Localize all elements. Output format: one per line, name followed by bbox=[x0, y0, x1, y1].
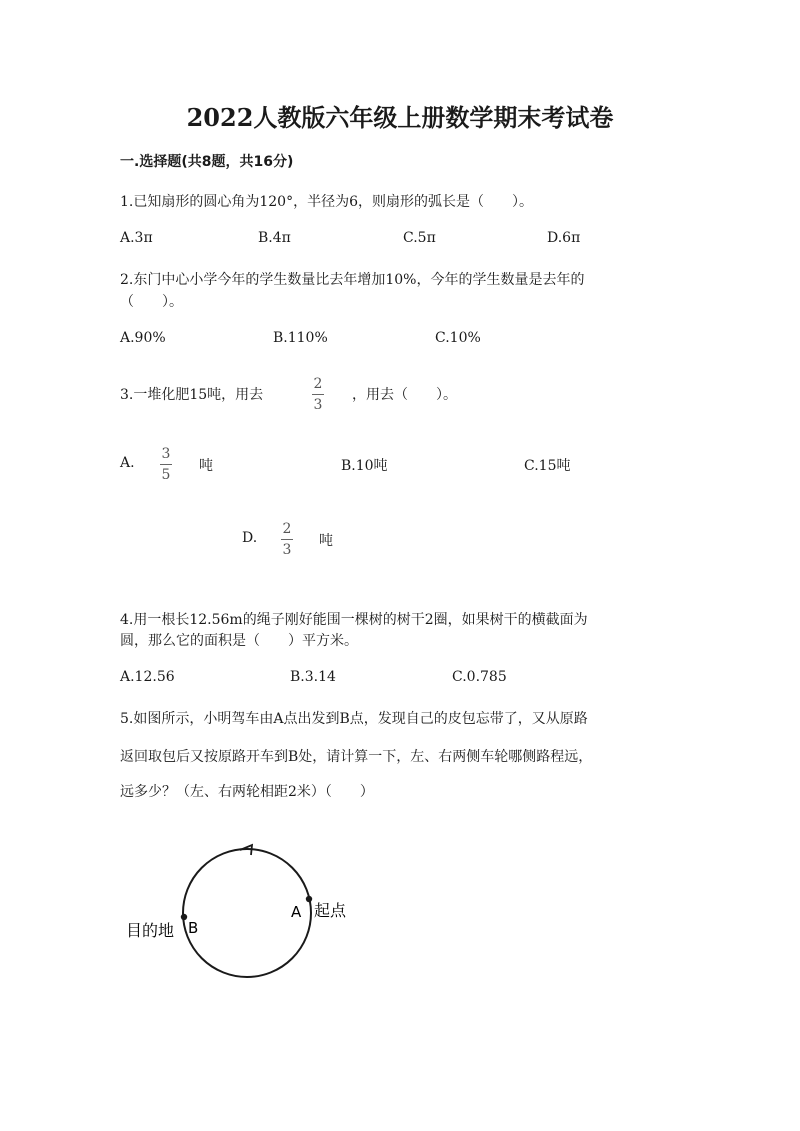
question-3-stem-after: ，用去（ ）。 bbox=[352, 387, 457, 403]
question-5-stem-line-3: 远多少？（左、右两轮相距2米）（ ） bbox=[120, 784, 374, 800]
question-4-stem-line-2: 圆，那么它的面积是（ ）平方米。 bbox=[120, 633, 358, 649]
page-title: 2022人教版六年级上册数学期末考试卷 bbox=[186, 103, 614, 132]
question-3-stem-fraction bbox=[312, 376, 324, 413]
start-label: 起点 bbox=[314, 901, 347, 920]
question-3-option-a-fraction bbox=[160, 446, 172, 483]
destination-label: 目的地 bbox=[126, 921, 175, 940]
fraction-numerator: 2 bbox=[282, 521, 292, 537]
question-2-stem-line-2: （ ）。 bbox=[120, 294, 183, 310]
question-2-option-b: B.110% bbox=[273, 330, 328, 346]
question-3-option-d-suffix: 吨 bbox=[319, 533, 333, 549]
fraction-numerator: 3 bbox=[161, 446, 171, 462]
fraction-denominator: 3 bbox=[282, 542, 292, 558]
question-2-option-c: C.10% bbox=[435, 330, 481, 346]
question-4-stem-line-1: 4.用一根长12.56m的绳子刚好能围一棵树的树干2圈，如果树干的横截面为 bbox=[120, 612, 588, 628]
question-5-figure bbox=[120, 835, 380, 995]
point-a-label: A bbox=[291, 903, 302, 921]
question-1-option-a: A.3π bbox=[120, 230, 153, 246]
point-b-label: B bbox=[188, 919, 199, 937]
question-5-stem-line-2: 返回取包后又按原路开车到B处，请计算一下，左、右两侧车轮哪侧路程远， bbox=[120, 749, 593, 765]
question-1-option-b: B.4π bbox=[258, 230, 291, 246]
question-3-option-b: B.10吨 bbox=[341, 458, 388, 474]
question-2-stem-line-1: 2.东门中心小学今年的学生数量比去年增加10%，今年的学生数量是去年的 bbox=[120, 272, 585, 288]
question-3-option-c: C.15吨 bbox=[524, 458, 571, 474]
question-1-option-d: D.6π bbox=[547, 230, 581, 246]
question-1-stem: 1.已知扇形的圆心角为120°，半径为6，则扇形的弧长是（ ）。 bbox=[120, 194, 533, 210]
question-5-stem-line-1: 5.如图所示，小明驾车由A点出发到B点，发现自己的皮包忘带了，又从原路 bbox=[120, 711, 588, 727]
question-1-option-c: C.5π bbox=[403, 230, 436, 246]
fraction-denominator: 3 bbox=[313, 397, 323, 413]
question-3-option-d-prefix: D. bbox=[242, 530, 258, 546]
question-4-option-c: C.0.785 bbox=[452, 669, 507, 685]
question-4-option-b: B.3.14 bbox=[290, 669, 336, 685]
fraction-bar bbox=[312, 394, 324, 395]
fraction-denominator: 5 bbox=[161, 467, 171, 483]
question-3-stem-before: 3.一堆化肥15吨，用去 bbox=[120, 387, 264, 403]
section-heading: 一.选择题(共8题，共16分) bbox=[120, 154, 294, 170]
question-3-option-a-suffix: 吨 bbox=[199, 458, 213, 474]
question-3-option-d-fraction bbox=[281, 521, 293, 558]
fraction-numerator: 2 bbox=[313, 376, 323, 392]
question-4-option-a: A.12.56 bbox=[120, 669, 175, 685]
point-a-dot bbox=[306, 896, 312, 902]
question-2-option-a: A.90% bbox=[120, 330, 166, 346]
point-b-dot bbox=[181, 914, 187, 920]
fraction-bar bbox=[281, 539, 293, 540]
question-3-option-a-prefix: A. bbox=[120, 455, 135, 471]
fraction-bar bbox=[160, 464, 172, 465]
